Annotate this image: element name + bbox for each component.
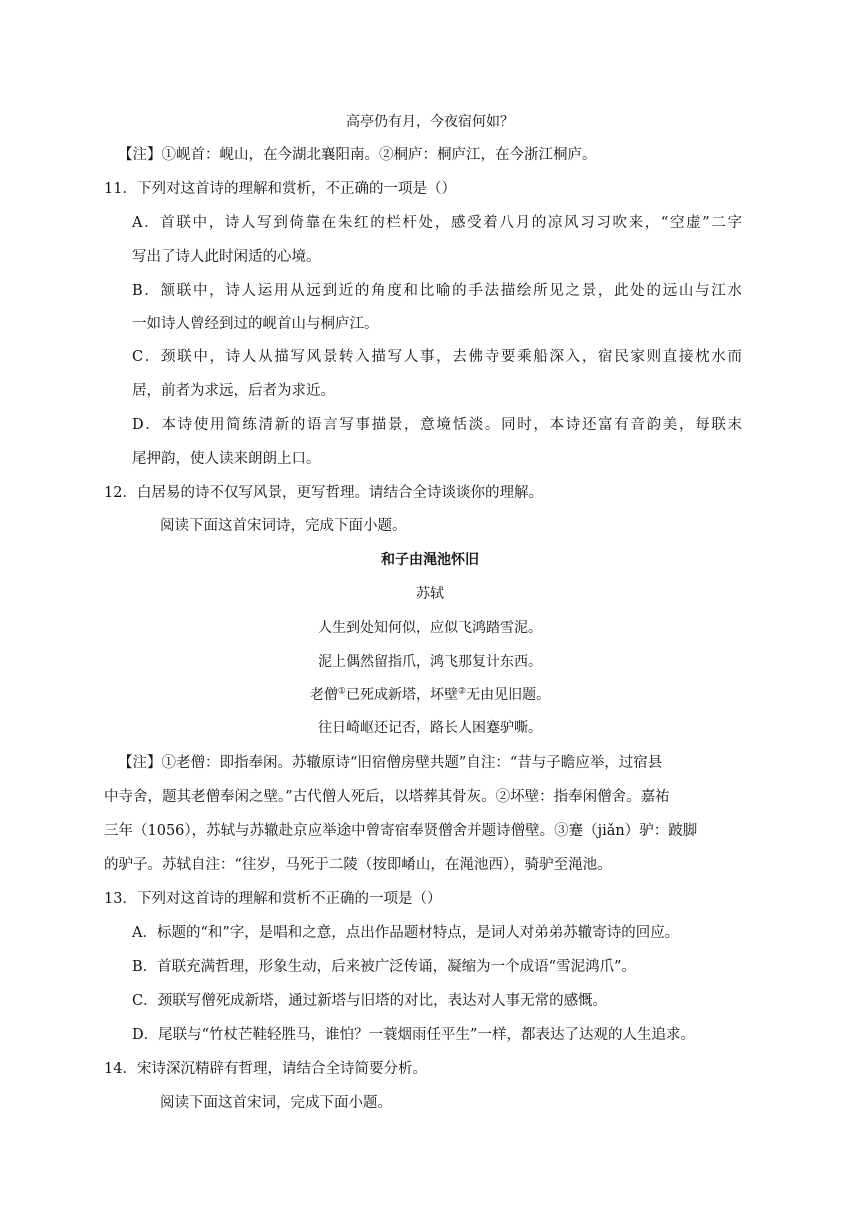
question-11-option-a: A．首联中，诗人写到倚靠在朱红的栏杆处，感受着八月的凉风习习吹来，“空虚”二字 [132,215,742,231]
poem1-note: 【注】①岘首：岘山，在今湖北襄阳南。②桐庐：桐庐江，在今浙江桐庐。 [118,147,597,163]
poem2-line-4: 往日崎岖还记否，路长人困蹇驴嘶。 [318,720,542,736]
reading-intro-2: 阅读下面这首宋词，完成下面小题。 [160,1095,392,1111]
poem2-note-line-1: 【注】①老僧：即指奉闲。苏辙原诗“旧宿僧房壁共题”自注：“昔与子瞻应举，过宿县 [118,755,663,771]
question-14-stem: 14．宋诗深沉精辟有哲理，请结合全诗简要分析。 [104,1061,427,1077]
poem2-line-3 [0,685,860,705]
footnote-marker-1: ① [337,686,346,697]
question-13-option-d: D．尾联与“竹杖芒鞋轻胜马，谁怕？一蓑烟雨任平生”一样，都表达了达观的人生追求。 [132,1027,695,1043]
question-13-option-b: B．首联充满哲理，形象生动，后来被广泛传诵，凝缩为一个成语“雪泥鸿爪”。 [132,959,636,975]
poem2-author: 苏轼 [416,586,444,602]
poem2-title: 和子由渑池怀旧 [381,552,479,568]
question-11-option-d-cont: 尾押韵，使人读来朗朗上口。 [132,451,321,467]
question-11-option-d: D．本诗使用简练清新的语言写事描景，意境恬淡。同时，本诗还富有音韵美，每联末 [132,417,742,433]
question-11-stem: 11．下列对这首诗的理解和赏析，不正确的一项是（） [104,181,456,197]
poem2-note-line-2: 中寺舍，题其老僧奉闲之壁。”古代僧人死后，以塔葬其骨灰。②坏壁：指奉闲僧舍。嘉祐 [104,789,670,805]
question-12-stem: 12．白居易的诗不仅写风景，更写哲理。请结合全诗谈谈你的理解。 [104,485,543,501]
question-13-stem: 13．下列对这首诗的理解和赏析不正确的一项是（） [104,891,442,907]
reading-intro-1: 阅读下面这首宋词诗，完成下面小题。 [160,518,407,534]
question-11-option-a-cont: 写出了诗人此时闲适的心境。 [132,249,321,265]
poem2-note-line-3: 三年（1056），苏轼与苏辙赴京应举途中曾寄宿奉贤僧舍并题诗僧壁。③蹇（jiǎn）驴：跛脚 [104,823,698,839]
poem1-last-line: 高亭仍有月，今夜宿何如？ [346,114,514,130]
question-11-option-c-cont: 居，前者为求远，后者为求近。 [132,383,335,399]
question-13-option-a: A．标题的“和”字，是唱和之意，点出作品题材特点，是词人对弟弟苏辙寄诗的回应。 [132,925,680,941]
poem2-line-3-part-1: 老僧 [309,687,338,703]
poem2-line-1: 人生到处知何似，应似飞鸿踏雪泥。 [318,620,542,636]
poem2-line-3-part-2: 已死成新塔，坏壁 [346,687,458,703]
footnote-marker-2: ② [458,686,467,697]
question-11-option-b-cont: 一如诗人曾经到过的岘首山与桐庐江。 [132,316,379,332]
poem2-note-line-4: 的驴子。苏轼自注：“往岁，马死于二陵（按即崤山，在渑池西），骑驴至渑池。 [104,857,612,873]
question-13-option-c: C．颈联写僧死成新塔，通过新塔与旧塔的对比，表达对人事无常的感慨。 [132,993,608,1009]
question-11-option-c: C．颈联中，诗人从描写风景转入描写人事，去佛寺要乘船深入，宿民家则直接枕水而 [132,349,742,365]
poem2-line-3-part-3: 无由见旧题。 [466,687,551,703]
poem2-line-2: 泥上偶然留指爪，鸿飞那复计东西。 [318,654,542,670]
question-11-option-b: B．颔联中，诗人运用从远到近的角度和比喻的手法描绘所见之景，此处的远山与江水 [132,283,742,299]
